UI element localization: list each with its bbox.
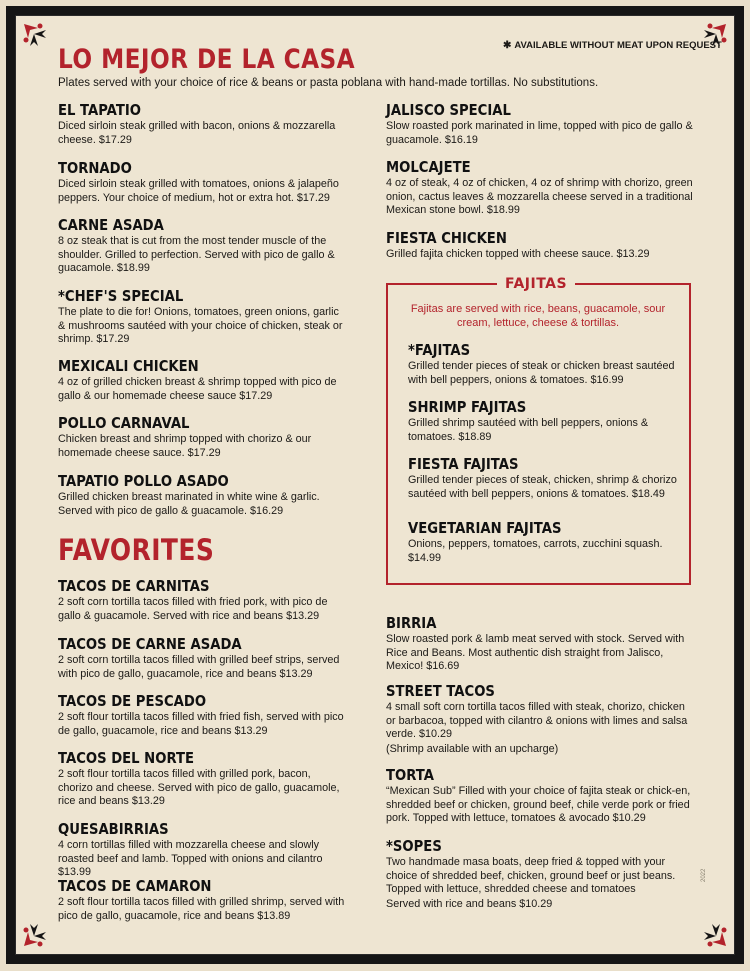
item-desc: 2 soft flour tortilla tacos filled with grilled shrimp, served with pico de gallo, guacamole, rice and beans $13.89 [58, 896, 345, 922]
item-desc: The plate to die for! Onions, tomatoes, green onions, garlic & mushrooms sautéed with your choice of chicken, steak or shrimp. $17.29 [58, 306, 343, 345]
item-extra: (Shrimp available with an upcharge) [386, 742, 559, 755]
section-title-casa: LO MEJOR DE LA CASA [58, 44, 356, 75]
item-name: BIRRIA [386, 614, 437, 632]
meatless-note-text: AVAILABLE WITHOUT MEAT UPON REQUEST [514, 40, 722, 51]
item-desc: 4 small soft corn tortilla tacos filled with steak, chorizo, chicken or barbacoa, topped with cilantro & onions with limes and salsa verde. $10.29 [386, 701, 688, 740]
item-desc: 4 corn tortillas filled with mozzarella cheese and slowly roasted beef and lamb. Topped with onions and cilantro $13.99 [58, 839, 323, 878]
menu-item [58, 357, 348, 403]
item-name: TORNADO [58, 159, 132, 177]
item-desc: 4 oz of steak, 4 oz of chicken, 4 oz of shrimp with chorizo, green onion, cactus leaves & mozzarella cheese served in a traditional Mexican stone bowl. $18.99 [386, 177, 693, 216]
item-name: FIESTA CHICKEN [386, 229, 507, 247]
item-desc: 2 soft flour tortilla tacos filled with fried fish, served with pico de gallo, guacamole, rice and beans $13.29 [58, 711, 344, 737]
item-name: SHRIMP FAJITAS [408, 398, 527, 416]
item-extra: Served with rice and beans $10.29 [386, 897, 553, 910]
item-desc: Two handmade masa boats, deep fried & topped with your choice of shredded beef, chicken, ground beef or just beans. Topped with lettuce, shredded cheese and tomatoes [386, 856, 676, 895]
menu-item [58, 101, 348, 147]
item-name: POLLO CARNAVAL [58, 414, 190, 432]
item-name: QUESABIRRIAS [58, 820, 169, 838]
item-name: TORTA [386, 766, 435, 784]
menu-item [58, 216, 348, 276]
menu-item [386, 682, 694, 756]
menu-item [58, 820, 348, 880]
item-name: JALISCO SPECIAL [386, 101, 511, 119]
item-desc: Grilled chicken breast marinated in white wine & garlic. Served with pico de gallo & guacamole. $16.29 [58, 491, 320, 517]
item-name: TACOS DEL NORTE [58, 749, 195, 767]
item-desc: 2 soft corn tortilla tacos filled with fried pork, with pico de gallo & guacamole. Served with rice and beans $13.29 [58, 596, 328, 622]
item-name: MEXICALI CHICKEN [58, 357, 199, 375]
fajita-item [408, 455, 683, 501]
menu-item [58, 287, 348, 347]
fajita-item [408, 398, 683, 444]
item-name: TACOS DE CARNITAS [58, 577, 210, 595]
item-desc: Diced sirloin steak grilled with tomatoes, onions & jalapeño peppers. Your choice of medium, hot or extra hot. $17.29 [58, 178, 339, 204]
item-desc: “Mexican Sub” Filled with your choice of fajita steak or chick-en, shredded beef or chicken, ground beef, chile verde pork or fried pork. Topped with lettuce, tomatoes & avocado $10.29 [386, 785, 691, 824]
item-name: TACOS DE CAMARON [58, 877, 212, 895]
item-desc: Diced sirloin steak grilled with bacon, onions & mozzarella cheese. $17.29 [58, 120, 336, 146]
menu-item [58, 635, 348, 681]
item-name: MOLCAJETE [386, 158, 471, 176]
item-desc: 8 oz steak that is cut from the most tender muscle of the shoulder. Grilled to perfection. Served with pico de gallo & guacamole. $18.99 [58, 235, 335, 274]
print-code: 2022 [701, 868, 707, 882]
corner-ornament-icon [694, 914, 730, 950]
item-name: TAPATIO POLLO ASADO [58, 472, 229, 490]
item-desc: Onions, peppers, tomatoes, carrots, zucchini squash. $14.99 [408, 538, 663, 564]
item-name: TACOS DE CARNE ASADA [58, 635, 242, 653]
item-desc: Slow roasted pork & lamb meat served with stock. Served with Rice and Beans. Most authentic dish straight from Jalisco, Mexico! $16.69 [386, 633, 685, 672]
menu-item [386, 101, 694, 147]
item-name: *CHEF'S SPECIAL [58, 287, 184, 305]
casa-intro: Plates served with your choice of rice & beans or pasta poblana with hand-made tortillas. No substitutions. [58, 77, 599, 89]
menu-item [58, 692, 348, 738]
fajita-item [408, 519, 683, 565]
menu-item [386, 837, 694, 911]
menu-item [58, 577, 348, 623]
corner-ornament-icon [20, 914, 56, 950]
item-name: *FAJITAS [408, 341, 471, 359]
menu-item [58, 877, 348, 923]
fajitas-subtitle: Fajitas are served with rice, beans, guacamole, sour cream, lettuce, cheese & tortillas. [410, 303, 666, 329]
menu-item [58, 472, 348, 518]
item-desc: 2 soft flour tortilla tacos filled with grilled pork, bacon, chorizo and cheese. Served with pico de gallo, guacamole, rice and beans $13.29 [58, 768, 340, 807]
item-desc: Grilled tender pieces of steak or chicken breast sautéed with bell peppers, onions & tomatoes. $16.99 [408, 360, 675, 386]
fajitas-title: FAJITAS [497, 276, 575, 292]
menu-item [58, 159, 348, 205]
menu-item [386, 158, 694, 218]
fajita-item [408, 341, 683, 387]
corner-ornament-icon [20, 20, 56, 56]
item-name: STREET TACOS [386, 682, 495, 700]
menu-item [386, 766, 694, 826]
menu-item [386, 614, 694, 674]
asterisk-icon: ✱ [503, 40, 512, 51]
item-name: TACOS DE PESCADO [58, 692, 207, 710]
meatless-note [503, 40, 722, 51]
menu-item [58, 414, 348, 460]
section-title-favorites: FAVORITES [58, 533, 215, 567]
item-desc: Grilled tender pieces of steak, chicken, shrimp & chorizo sautéed with bell peppers, onions & tomatoes. $18.49 [408, 474, 677, 500]
menu-item [58, 749, 348, 809]
item-name: CARNE ASADA [58, 216, 164, 234]
item-desc: 2 soft corn tortilla tacos filled with grilled beef strips, served with pico de gallo, guacamole, rice and beans $13.29 [58, 654, 340, 680]
item-desc: Chicken breast and shrimp topped with chorizo & our homemade cheese sauce. $17.29 [58, 433, 312, 459]
item-desc: Grilled fajita chicken topped with cheese sauce. $13.29 [386, 248, 650, 260]
item-name: FIESTA FAJITAS [408, 455, 519, 473]
menu-item [386, 229, 694, 262]
item-name: EL TAPATIO [58, 101, 142, 119]
item-desc: Slow roasted pork marinated in lime, topped with pico de gallo & guacamole. $16.19 [386, 120, 693, 146]
item-name: *SOPES [386, 837, 442, 855]
item-desc: 4 oz of grilled chicken breast & shrimp topped with pico de gallo & our homemade cheese sauce $17.29 [58, 376, 337, 402]
item-desc: Grilled shrimp sautéed with bell peppers, onions & tomatoes. $18.89 [408, 417, 649, 443]
item-name: VEGETARIAN FAJITAS [408, 519, 562, 537]
